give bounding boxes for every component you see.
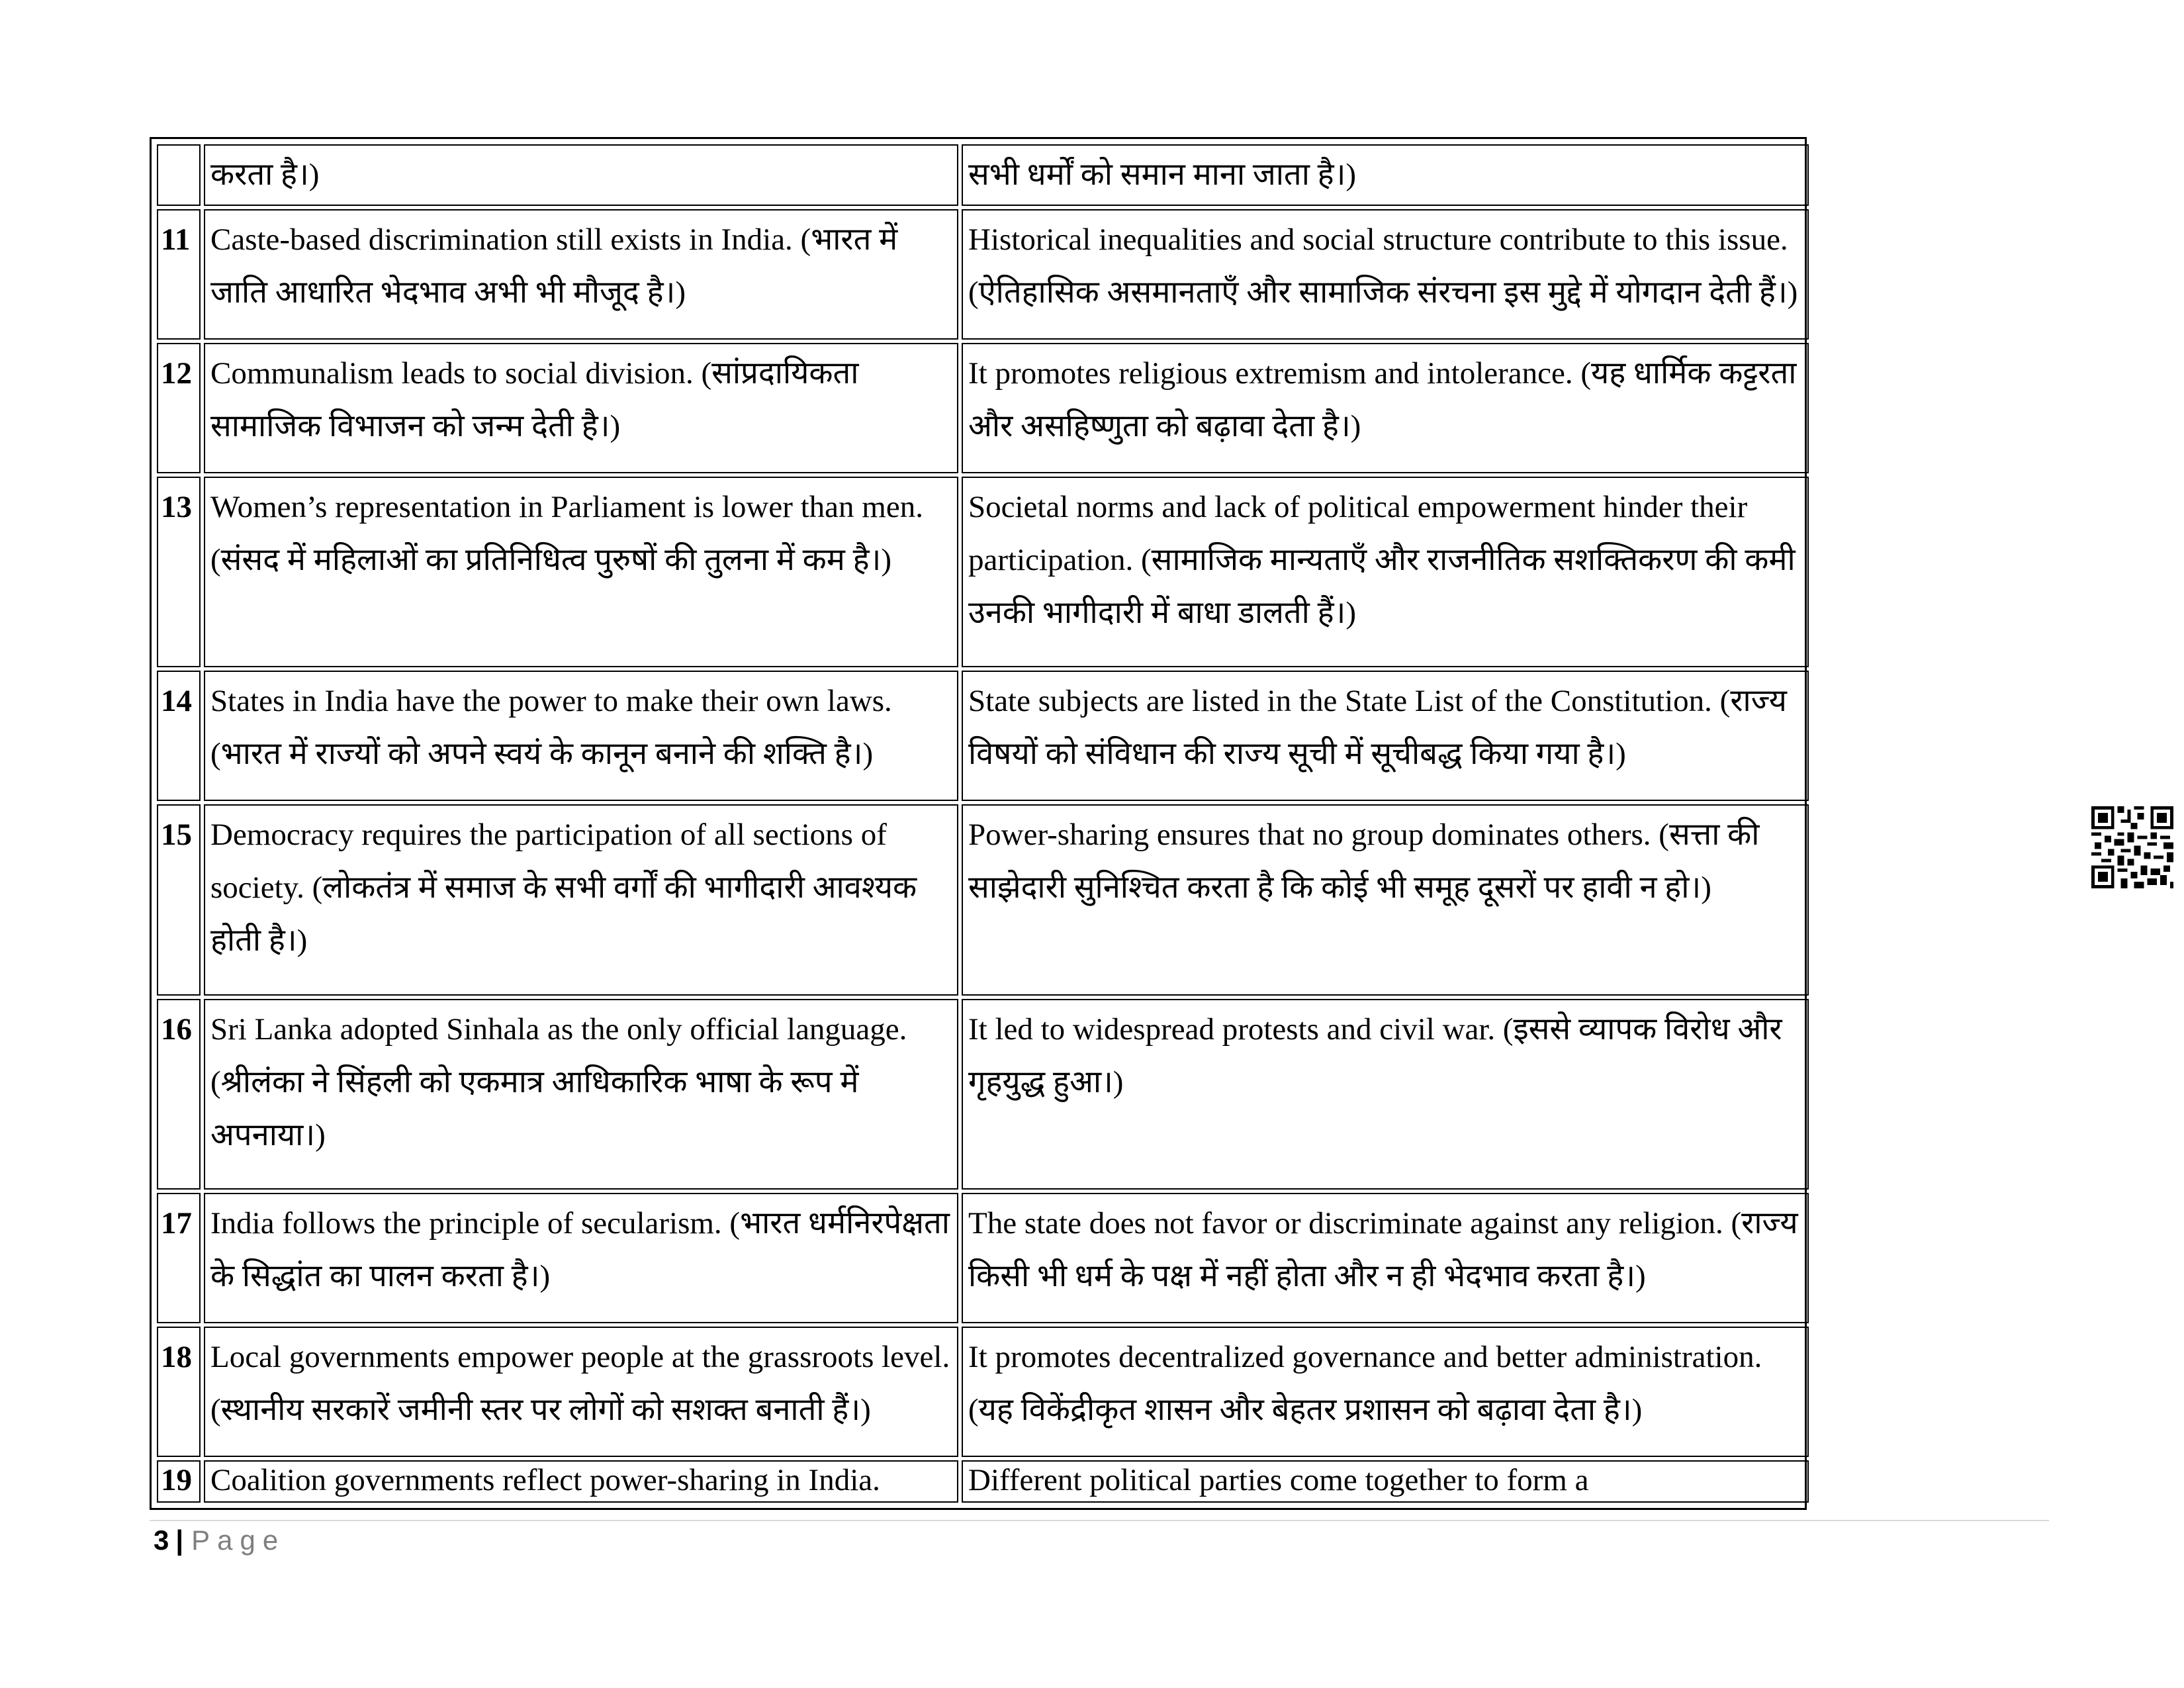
left-cell: States in India have the power to make their own laws. (भारत में राज्यों को अपने स्वयं के कानून बनाने की शक्ति है।) [204, 671, 958, 801]
right-cell: It promotes religious extremism and intolerance. (यह धार्मिक कट्टरता और असहिष्णुता को बढ़ावा देता है।) [962, 343, 1809, 473]
footer-divider [150, 1520, 2049, 1521]
row-number: 12 [157, 343, 201, 473]
left-cell: India follows the principle of secularism. (भारत धर्मनिरपेक्षता के सिद्धांत का पालन करता है।) [204, 1193, 958, 1323]
table-row [157, 343, 1809, 473]
right-cell: सभी धर्मों को समान माना जाता है।) [962, 144, 1809, 206]
left-cell: Women’s representation in Parliament is lower than men. (संसद में महिलाओं का प्रतिनिधित्व पुरुषों की तुलना में कम है।) [204, 477, 958, 667]
left-cell: Communalism leads to social division. (सांप्रदायिकता सामाजिक विभाजन को जन्म देती है।) [204, 343, 958, 473]
table-row [157, 209, 1809, 340]
right-cell: Power-sharing ensures that no group dominates others. (सत्ता की साझेदारी सुनिश्चित करता है कि कोई भी समूह दूसरों पर हावी न हो।) [962, 804, 1809, 995]
right-cell: State subjects are listed in the State List of the Constitution. (राज्य विषयों को संविधान की राज्य सूची में सूचीबद्ध किया गया है।) [962, 671, 1809, 801]
left-cell: Local governments empower people at the grassroots level. (स्थानीय सरकारें जमीनी स्तर पर लोगों को सशक्त बनाती हैं।) [204, 1327, 958, 1457]
table-row [157, 1460, 1809, 1503]
qa-table [154, 141, 1812, 1506]
left-cell: Sri Lanka adopted Sinhala as the only official language. (श्रीलंका ने सिंहली को एकमात्र आधिकारिक भाषा के रूप में अपनाया।) [204, 999, 958, 1190]
table-row [157, 671, 1809, 801]
page-number: 3 [154, 1524, 169, 1556]
right-cell: Historical inequalities and social structure contribute to this issue. (ऐतिहासिक असमानताएँ और सामाजिक संरचना इस मुद्दे में योगदान देती हैं।) [962, 209, 1809, 340]
row-number [157, 144, 201, 206]
page-label: Page [191, 1524, 286, 1556]
right-cell: Societal norms and lack of political empowerment hinder their participation. (सामाजिक मान्यताएँ और राजनीतिक सशक्तिकरण की कमी उनकी भागीदारी में बाधा डालती हैं।) [962, 477, 1809, 667]
row-number: 19 [157, 1460, 201, 1503]
qa-table-container [150, 137, 1807, 1510]
table-row [157, 1193, 1809, 1323]
left-cell: Coalition governments reflect power-sharing in India. [204, 1460, 958, 1503]
table-row [157, 477, 1809, 667]
row-number: 14 [157, 671, 201, 801]
table-row [157, 144, 1809, 206]
footer-separator: | [175, 1524, 184, 1556]
left-cell: Democracy requires the participation of all sections of society. (लोकतंत्र में समाज के सभी वर्गों की भागीदारी आवश्यक होती है।) [204, 804, 958, 995]
table-row [157, 804, 1809, 995]
right-cell: Different political parties come together to form a [962, 1460, 1809, 1503]
row-number: 11 [157, 209, 201, 340]
right-cell: It led to widespread protests and civil war. (इससे व्यापक विरोध और गृहयुद्ध हुआ।) [962, 999, 1809, 1190]
right-cell: The state does not favor or discriminate against any religion. (राज्य किसी भी धर्म के पक्ष में नहीं होता और न ही भेदभाव करता है।) [962, 1193, 1809, 1323]
left-cell: करता है।) [204, 144, 958, 206]
row-number: 18 [157, 1327, 201, 1457]
table-row [157, 1327, 1809, 1457]
table-row [157, 999, 1809, 1190]
row-number: 16 [157, 999, 201, 1190]
row-number: 15 [157, 804, 201, 995]
left-cell: Caste-based discrimination still exists in India. (भारत में जाति आधारित भेदभाव अभी भी मौजूद है।) [204, 209, 958, 340]
page-footer [154, 1524, 285, 1556]
qr-code-icon [2091, 806, 2173, 888]
row-number: 17 [157, 1193, 201, 1323]
row-number: 13 [157, 477, 201, 667]
right-cell: It promotes decentralized governance and better administration. (यह विकेंद्रीकृत शासन और बेहतर प्रशासन को बढ़ावा देता है।) [962, 1327, 1809, 1457]
